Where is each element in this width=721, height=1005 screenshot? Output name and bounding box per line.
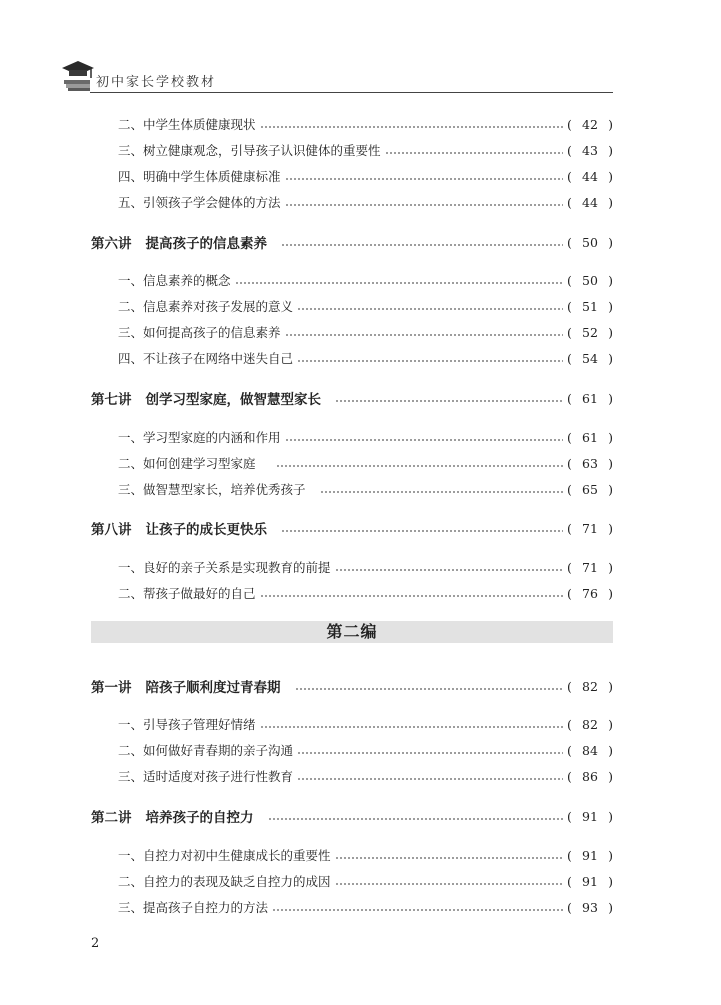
toc-entry-title: 二、中学生体质健康现状	[118, 117, 256, 132]
graduation-cap-books-icon	[60, 56, 96, 92]
toc-page-ref: ( 93 )	[567, 899, 613, 915]
toc-entry[interactable]	[118, 897, 613, 917]
toc-entry-title: 三、树立健康观念，引导孩子认识健体的重要性	[118, 143, 381, 158]
leader-dots	[297, 766, 563, 786]
toc-entry[interactable]	[118, 192, 613, 212]
toc-lecture-heading[interactable]	[91, 388, 613, 408]
toc-page-ref: ( 82 )	[567, 678, 613, 694]
toc-page-ref: ( 91 )	[567, 873, 613, 889]
toc-entry-title: 一、良好的亲子关系是实现教育的前提	[118, 560, 331, 575]
lecture-number: 第七讲	[91, 392, 132, 408]
toc-entry-title: 四、明确中学生体质健康标准	[118, 169, 281, 184]
toc-entry[interactable]	[118, 296, 613, 316]
toc-lecture-heading[interactable]	[91, 806, 613, 826]
leader-dots	[335, 557, 563, 577]
toc-page-ref: ( 76 )	[567, 585, 613, 601]
toc-lecture-heading[interactable]	[91, 518, 613, 538]
leader-dots	[260, 583, 563, 603]
toc-entry-title: 三、做智慧型家长，培养优秀孩子	[118, 482, 306, 497]
leader-dots	[297, 348, 563, 368]
leader-dots	[285, 427, 563, 447]
toc-lecture-heading[interactable]	[91, 676, 613, 696]
leader-dots	[335, 845, 563, 865]
leader-dots	[295, 676, 564, 696]
toc-page-ref: ( 86 )	[567, 768, 613, 784]
toc-entry[interactable]	[118, 557, 613, 577]
toc-page-ref: ( 43 )	[567, 142, 613, 158]
leader-dots	[260, 714, 563, 734]
toc-entry-title: 二、如何做好青春期的亲子沟通	[118, 743, 294, 758]
toc-entry-title: 二、自控力的表现及缺乏自控力的成因	[118, 874, 331, 889]
leader-dots	[272, 897, 563, 917]
lecture-number: 第六讲	[91, 236, 132, 252]
lecture-title: 培养孩子的自控力	[145, 810, 254, 826]
toc-page-ref: ( 61 )	[567, 390, 613, 406]
toc-entry[interactable]	[118, 583, 613, 603]
leader-dots	[260, 114, 563, 134]
toc-page-ref: ( 50 )	[567, 272, 613, 288]
leader-dots	[297, 296, 563, 316]
toc-entry[interactable]	[118, 166, 613, 186]
toc-entry-title: 五、引领孩子学会健体的方法	[118, 195, 281, 210]
leader-dots	[285, 322, 563, 342]
leader-dots	[320, 479, 563, 499]
toc-page-ref: ( 84 )	[567, 742, 613, 758]
lecture-title: 提高孩子的信息素养	[145, 236, 267, 252]
leader-dots	[335, 388, 563, 408]
leader-dots	[281, 518, 563, 538]
toc-entry-title: 一、学习型家庭的内涵和作用	[118, 430, 281, 445]
header-rule	[90, 92, 613, 93]
leader-dots	[335, 871, 563, 891]
toc-entry-title: 三、提高孩子自控力的方法	[118, 900, 269, 915]
toc-page-ref: ( 54 )	[567, 350, 613, 366]
toc-page-ref: ( 44 )	[567, 194, 613, 210]
toc-page-ref: ( 82 )	[567, 716, 613, 732]
lecture-title: 创学习型家庭，做智慧型家长	[145, 392, 321, 408]
toc-page-ref: ( 42 )	[567, 116, 613, 132]
toc-entry-title: 二、如何创建学习型家庭	[118, 456, 256, 471]
toc-entry[interactable]	[118, 453, 613, 473]
toc-entry[interactable]	[118, 270, 613, 290]
toc-entry-title: 四、不让孩子在网络中迷失自己	[118, 351, 294, 366]
toc-entry[interactable]	[118, 479, 613, 499]
toc-page-ref: ( 91 )	[567, 808, 613, 824]
toc-page-ref: ( 61 )	[567, 429, 613, 445]
toc-entry[interactable]	[118, 845, 613, 865]
lecture-number: 第二讲	[91, 810, 132, 826]
toc-entry-title: 一、自控力对初中生健康成长的重要性	[118, 848, 331, 863]
toc-page-ref: ( 44 )	[567, 168, 613, 184]
toc-entry-title: 二、信息素养对孩子发展的意义	[118, 299, 294, 314]
toc-entry-title: 二、帮孩子做最好的自己	[118, 586, 256, 601]
toc-page-ref: ( 50 )	[567, 234, 613, 250]
toc-page-ref: ( 52 )	[567, 324, 613, 340]
toc-page-ref: ( 91 )	[567, 847, 613, 863]
toc-entry[interactable]	[118, 766, 613, 786]
toc-entry[interactable]	[118, 714, 613, 734]
toc-entry[interactable]	[118, 348, 613, 368]
leader-dots	[285, 192, 563, 212]
header-title: 初中家长学校教材	[96, 75, 217, 90]
toc-entry[interactable]	[118, 322, 613, 342]
toc-page-ref: ( 71 )	[567, 520, 613, 536]
toc-page-ref: ( 63 )	[567, 455, 613, 471]
page-number: 2	[91, 936, 100, 951]
leader-dots	[285, 166, 563, 186]
toc-entry-title: 一、引导孩子管理好情绪	[118, 717, 256, 732]
toc-entry-title: 三、如何提高孩子的信息素养	[118, 325, 281, 340]
leader-dots	[235, 270, 563, 290]
leader-dots	[276, 453, 563, 473]
lecture-number: 第八讲	[91, 522, 132, 538]
leader-dots	[268, 806, 564, 826]
leader-dots	[297, 740, 563, 760]
toc-lecture-heading[interactable]	[91, 232, 613, 252]
lecture-title: 陪孩子顺利度过青春期	[145, 680, 281, 696]
lecture-number: 第一讲	[91, 680, 132, 696]
toc-entry[interactable]	[118, 427, 613, 447]
toc-entry-title: 一、信息素养的概念	[118, 273, 231, 288]
section-heading: 第二编	[91, 621, 613, 643]
toc-entry-title: 三、适时适度对孩子进行性教育	[118, 769, 294, 784]
leader-dots	[385, 140, 563, 160]
toc-page-ref: ( 71 )	[567, 559, 613, 575]
toc-entry[interactable]	[118, 114, 613, 134]
lecture-title: 让孩子的成长更快乐	[145, 522, 267, 538]
toc-page-ref: ( 51 )	[567, 298, 613, 314]
leader-dots	[281, 232, 563, 252]
toc-entry[interactable]	[118, 140, 613, 160]
toc-entry[interactable]	[118, 740, 613, 760]
page-header	[60, 56, 613, 94]
toc-entry[interactable]	[118, 871, 613, 891]
toc-page-ref: ( 65 )	[567, 481, 613, 497]
